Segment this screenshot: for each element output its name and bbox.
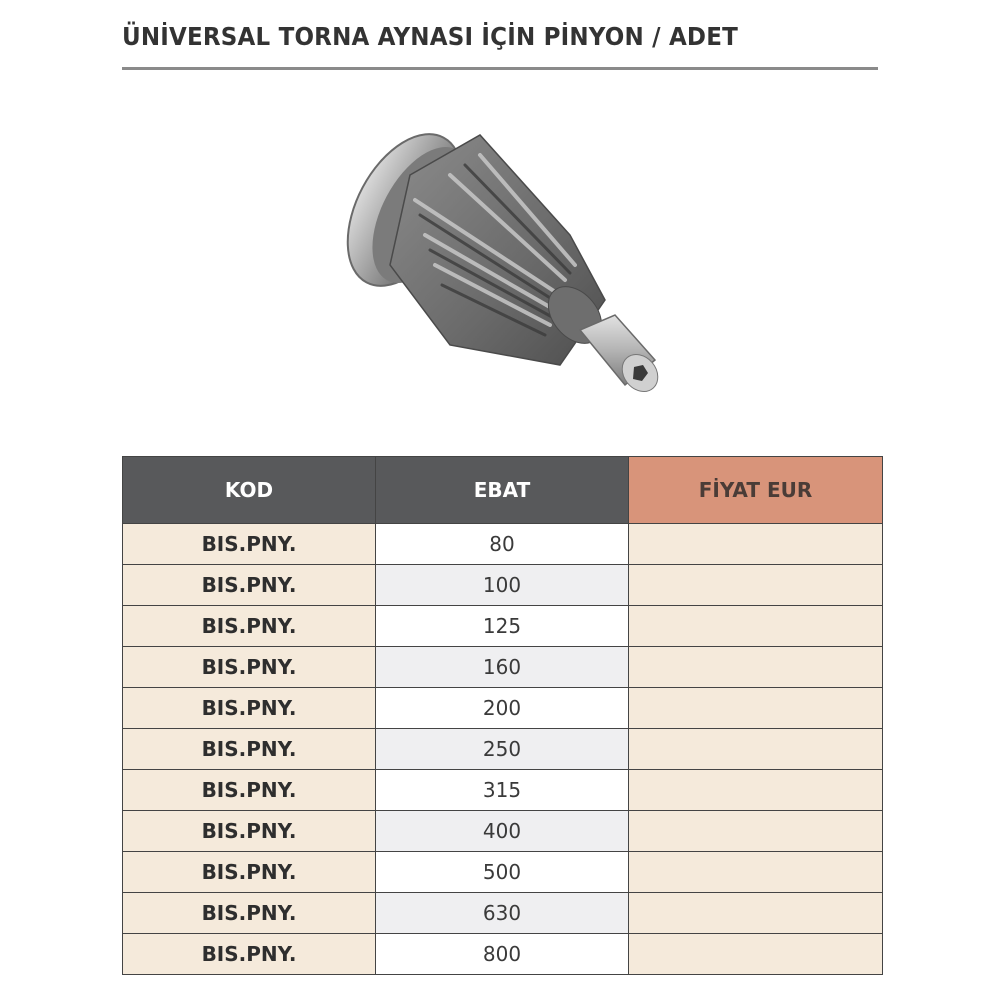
price-cell — [629, 852, 883, 893]
ebat-cell: 630 — [376, 893, 629, 934]
ebat-cell: 160 — [376, 647, 629, 688]
price-table — [122, 456, 883, 975]
ebat-cell: 250 — [376, 729, 629, 770]
kod-cell: BIS.PNY. — [123, 647, 376, 688]
table-header-row — [123, 457, 883, 524]
ebat-cell: 100 — [376, 565, 629, 606]
kod-cell: BIS.PNY. — [123, 893, 376, 934]
table-row — [123, 893, 883, 934]
table-row — [123, 688, 883, 729]
column-header-kod: KOD — [123, 457, 376, 524]
ebat-cell: 500 — [376, 852, 629, 893]
table-row — [123, 811, 883, 852]
price-cell — [629, 565, 883, 606]
table-row — [123, 606, 883, 647]
kod-cell: BIS.PNY. — [123, 688, 376, 729]
kod-cell: BIS.PNY. — [123, 934, 376, 975]
page-title: ÜNİVERSAL TORNA AYNASI İÇİN PİNYON / ADET — [122, 22, 738, 51]
kod-cell: BIS.PNY. — [123, 729, 376, 770]
price-cell — [629, 934, 883, 975]
table-row — [123, 934, 883, 975]
kod-cell: BIS.PNY. — [123, 852, 376, 893]
ebat-cell: 125 — [376, 606, 629, 647]
kod-cell: BIS.PNY. — [123, 770, 376, 811]
price-cell — [629, 729, 883, 770]
price-cell — [629, 606, 883, 647]
table-row — [123, 852, 883, 893]
title-divider — [122, 67, 878, 70]
ebat-cell: 800 — [376, 934, 629, 975]
column-header-fiyat: FİYAT EUR — [629, 457, 883, 524]
price-cell — [629, 811, 883, 852]
ebat-cell: 80 — [376, 524, 629, 565]
price-cell — [629, 647, 883, 688]
price-cell — [629, 893, 883, 934]
kod-cell: BIS.PNY. — [123, 811, 376, 852]
ebat-cell: 200 — [376, 688, 629, 729]
column-header-ebat: EBAT — [376, 457, 629, 524]
table-row — [123, 729, 883, 770]
kod-cell: BIS.PNY. — [123, 524, 376, 565]
pinion-gear-image — [330, 115, 670, 425]
kod-cell: BIS.PNY. — [123, 565, 376, 606]
price-cell — [629, 524, 883, 565]
table-row — [123, 770, 883, 811]
ebat-cell: 400 — [376, 811, 629, 852]
ebat-cell: 315 — [376, 770, 629, 811]
table-row — [123, 524, 883, 565]
table-row — [123, 647, 883, 688]
table-row — [123, 565, 883, 606]
price-cell — [629, 688, 883, 729]
kod-cell: BIS.PNY. — [123, 606, 376, 647]
price-cell — [629, 770, 883, 811]
